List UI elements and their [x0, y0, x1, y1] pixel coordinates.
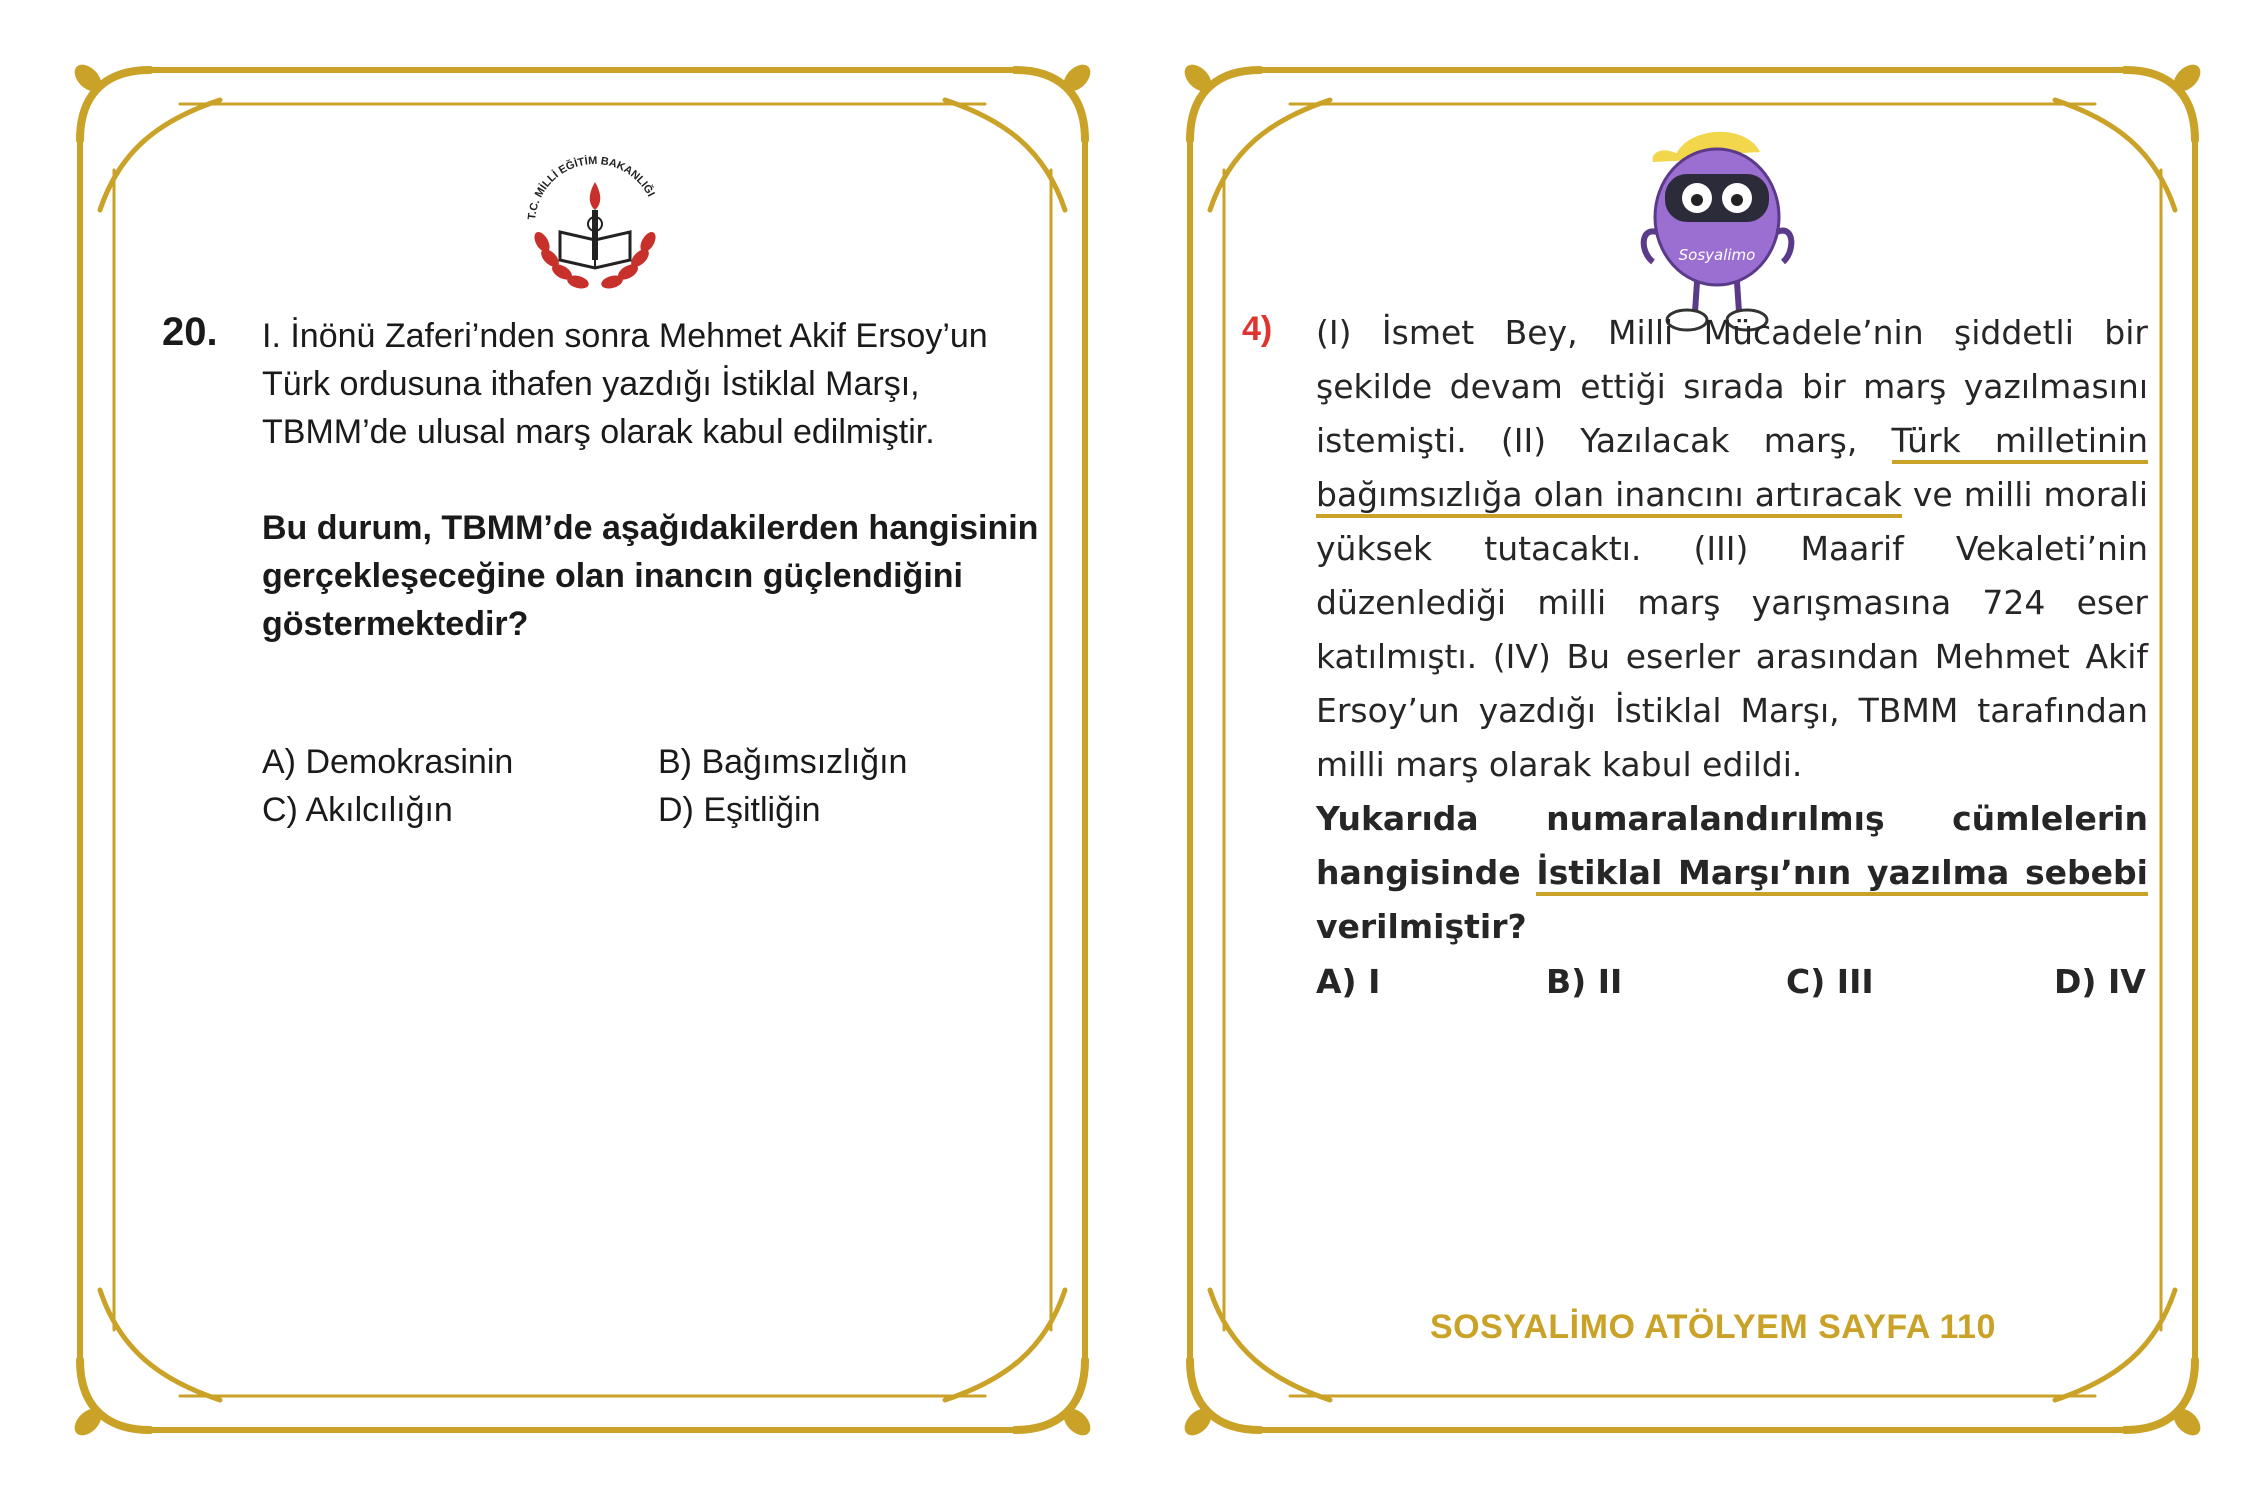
- question-stem: Bu durum, TBMM’de aşağıdakilerden hangisinin gerçekleşeceğine olan inancın güçlendiğini göstermektedir?: [262, 509, 1039, 643]
- page-footer: SOSYALİMO ATÖLYEM SAYFA 110: [1430, 1308, 1996, 1346]
- passage-part-1: (I) İsmet Bey, Milli Mücadele’nin şiddetli bir şekilde devam ettiği sırada bir marş yazılmasını istemişti. (II) Yazılacak marş,: [1316, 313, 2148, 460]
- passage: [1316, 306, 2148, 792]
- question-intro: I. İnönü Zaferi’nden sonra Mehmet Akif Ersoy’un Türk ordusuna ithafen yazdığı İstiklal Marşı, TBMM’de ulusal marş olarak kabul edilmiştir.: [262, 317, 988, 451]
- logo-arc-text: T.C. MİLLİ EĞİTİM BAKANLIĞI: [526, 154, 657, 221]
- question-stem: [1316, 792, 2148, 954]
- mascot-label: Sosyalimo: [1678, 246, 1756, 264]
- question-card-right: [1180, 60, 2205, 1440]
- option-c[interactable]: C) III: [1786, 962, 1874, 1001]
- question-body: [1316, 306, 2148, 954]
- question-number: 4): [1242, 310, 1273, 348]
- question-card-left: [70, 60, 1095, 1440]
- option-d[interactable]: D) Eşitliğin: [658, 791, 821, 829]
- question-body: [262, 312, 1042, 648]
- option-a[interactable]: A) I: [1316, 962, 1381, 1001]
- stem-part-3: verilmiştir?: [1316, 907, 1527, 946]
- stem-underlined: İstiklal Marşı’nın yazılma sebebi: [1536, 853, 2148, 896]
- stem-part-1: Yukarıda numaralandırılmış cümlelerin hangisinde: [1316, 799, 2148, 892]
- question-number: 20.: [162, 310, 218, 354]
- option-a[interactable]: A) Demokrasinin: [262, 743, 514, 781]
- ministry-of-education-emblem-icon: [510, 132, 680, 302]
- passage-part-3: ve milli morali yüksek tutacaktı. (III) Maarif Vekaleti’nin düzenlediği milli marş yarışmasına 724 eser katılmıştı. (IV) Bu eserler arasından Mehmet Akif Ersoy’un yazdığı İstiklal Marşı, TBMM tarafından milli marş olarak kabul edildi.: [1316, 475, 2148, 784]
- option-c[interactable]: C) Akılcılığın: [262, 791, 453, 829]
- option-b[interactable]: B) II: [1546, 962, 1623, 1001]
- option-d[interactable]: D) IV: [2054, 962, 2146, 1001]
- passage-underlined: Türk milletinin bağımsızlığa olan inancını artıracak: [1316, 421, 2148, 518]
- ministry-logo: [510, 132, 680, 302]
- option-b[interactable]: B) Bağımsızlığın: [658, 743, 908, 781]
- answer-options: [1316, 962, 2148, 1016]
